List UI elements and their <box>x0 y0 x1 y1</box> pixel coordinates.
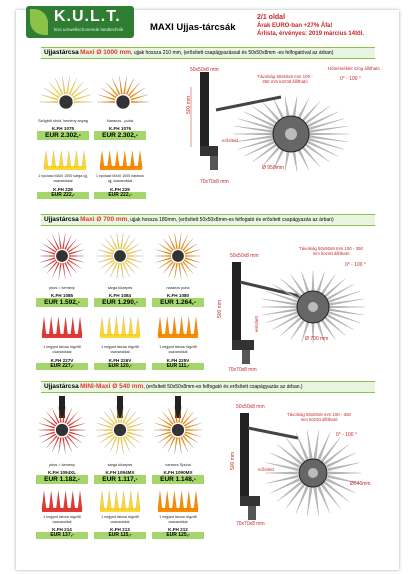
wheel-finger <box>112 78 120 94</box>
finger-segment-icon-yellow <box>42 150 88 172</box>
base-size-label: 70x70x8 mm <box>236 521 265 527</box>
wheel-finger <box>233 133 273 135</box>
wheel-finger <box>62 233 65 249</box>
wheel-finger <box>97 101 115 102</box>
wheel-finger <box>317 485 330 513</box>
segment-finger <box>71 491 75 509</box>
segment-base <box>100 166 142 170</box>
wheel-finger <box>52 262 59 277</box>
wheel-finger <box>309 133 349 135</box>
segment-finger <box>44 151 48 167</box>
wheel-finger <box>97 255 113 256</box>
wheel-finger <box>69 255 85 256</box>
segment-finger <box>67 151 71 167</box>
wheel-finger <box>178 437 181 453</box>
wheel-finger <box>175 437 178 453</box>
segment-finger <box>136 317 140 335</box>
mount-size-label: 50x50x8 mm <box>190 67 219 73</box>
product-card: narancs Spuha K.FH 1090MX EUR 1.148,- <box>152 463 204 484</box>
segment-finger <box>107 491 111 509</box>
wheel-finger <box>69 78 77 94</box>
wheel-finger <box>38 429 54 430</box>
wheel-finger <box>122 262 129 277</box>
segment-finger <box>114 317 118 335</box>
wheel-finger <box>62 263 65 279</box>
segment-finger <box>187 491 191 509</box>
wheel-finger <box>328 472 361 474</box>
segment-finger <box>194 491 198 509</box>
segment-finger <box>114 491 118 509</box>
arm-distance-label: Távolság 50x50x8 mm 100 - 350 mm között állítható <box>299 246 363 256</box>
product-card: piros = kemény K.FH 1085 EUR 1.592,- <box>36 286 88 307</box>
segment-finger <box>107 151 111 167</box>
wheel-hub <box>59 95 72 108</box>
segment-finger <box>187 317 191 335</box>
wheel-finger <box>131 101 149 102</box>
finger-segment-icon-yellow <box>98 490 142 514</box>
segment-finger <box>123 151 127 167</box>
wheel-finger <box>110 235 117 250</box>
wheel-finger <box>120 233 123 249</box>
segment-finger <box>74 151 78 167</box>
diameter-label: Ø 950mm <box>262 165 284 171</box>
segment-finger <box>71 317 75 335</box>
spare-card: 1 negyed tárcsa rögzítő csavarokkal K.FH 227V EUR 227,- <box>36 345 88 370</box>
spare-card: 1 negyed tárcsa rögzítő csavarokkal K.FH 212 EUR 125,- <box>152 515 204 539</box>
segment-finger <box>82 151 86 167</box>
wheel-finger <box>117 233 120 249</box>
product-card: sárga közepes K.FH 1094MX EUR 1.117,- <box>94 463 146 484</box>
mount-arm-icon <box>232 262 241 342</box>
finger-segment-icon-red <box>40 316 84 340</box>
wheel-finger <box>168 235 175 250</box>
wheel-finger <box>40 101 58 102</box>
logo-tagline: kiss umweltschonende landtechnik <box>54 27 124 32</box>
segment-finger <box>51 151 55 167</box>
wheel-finger <box>65 437 72 452</box>
segment-base <box>100 508 140 512</box>
segment-finger <box>56 317 60 335</box>
spare-card: 1 negyed tárcsa rögzítő csavarokkal K.FH 214 EUR 137,- <box>36 515 88 539</box>
finger-segment-icon-orange <box>156 490 200 514</box>
segment-finger <box>129 317 133 335</box>
logo-name: K.U.L.T. <box>54 8 121 25</box>
wheel-hub <box>116 95 129 108</box>
wheel-finger <box>106 82 118 96</box>
mount-size-label: 50x50x8 mm <box>230 253 259 259</box>
section-header-1000: Ujjastárcsa Maxi Ø 1000 mm, ujjak hossza 210 mm, (erősített csapágyazással és 50x50x8mm -es felfogatóval az árban) <box>41 47 375 59</box>
angle-adjust-label: Hőmérséklet szög állítható <box>328 66 380 71</box>
product-card: Szögből rövid, kemény anyag K.FH 1075 EUR 2.302,- <box>38 119 88 139</box>
segment-finger <box>59 151 63 167</box>
segment-finger <box>136 491 140 509</box>
wheel-finger <box>126 78 134 94</box>
reinforced-label: erősített <box>222 138 238 143</box>
segment-finger <box>179 317 183 335</box>
segment-finger <box>78 491 82 509</box>
wheel-finger <box>39 255 55 256</box>
product-card: Narancs - puha K.FH 1076 EUR 2.302,- <box>94 119 146 140</box>
wheel-finger <box>110 408 117 423</box>
segment-finger <box>165 491 169 509</box>
wheel-hub <box>114 424 126 436</box>
wheel-finger <box>175 233 178 249</box>
segment-finger <box>179 491 183 509</box>
base-size-label: 70x70x8 mm <box>228 367 257 373</box>
segment-base <box>158 508 198 512</box>
wheel-icon-yellow-540 <box>92 396 150 456</box>
company-logo <box>26 6 134 38</box>
segment-finger <box>130 151 134 167</box>
wheel-icon-red-700 <box>34 230 90 282</box>
angle-range-label: 0° - 100 ° <box>345 262 366 268</box>
wheel-finger <box>313 430 318 459</box>
valid-from: Árlista, érvényes: 2019 március 14től. <box>257 31 365 37</box>
segment-finger <box>63 491 67 509</box>
mount-size-label: 50x50x8 mm <box>236 404 265 410</box>
finger-segment-icon-orange <box>156 316 200 340</box>
wheel-finger <box>119 76 122 94</box>
section-header-540: Ujjastárcsa MINI-Maxi Ø 540 mm, (erősített 50x50x8mm-es felfogató és erősített csapágyazás az árban.) <box>41 381 375 393</box>
wheel-finger <box>128 429 144 430</box>
segment-base <box>42 334 82 338</box>
product-card: sárga közepes K.FH 1084 EUR 1.290,- <box>94 286 146 307</box>
wheel-finger <box>123 437 130 452</box>
wheel-finger <box>52 437 59 452</box>
wheel-finger <box>175 263 178 279</box>
wheel-finger <box>154 429 170 430</box>
wheel-hub <box>172 424 184 436</box>
height-label: 500 mm <box>186 95 192 114</box>
segment-finger <box>107 317 111 335</box>
wheel-finger <box>178 233 181 249</box>
arm-distance-label: Távolság 50x50x8 mm 100 - 350 mm között állítható <box>257 74 313 84</box>
wheel-finger <box>123 76 126 94</box>
spare-card: 1 nyolcad MAXI 1000 narancs ujj, csavarokkal K.FH 229 EUR 222,- <box>94 174 146 199</box>
segment-finger <box>100 491 104 509</box>
wheel-finger <box>110 437 117 452</box>
angle-range-label: 0° - 100 ° <box>340 76 361 82</box>
price-note: Árak EURO-ban +27% Áfa! <box>257 23 333 29</box>
wheel-icon-yellow-1000 <box>36 62 96 118</box>
wheel-finger <box>181 408 188 423</box>
wheel-finger <box>71 82 83 96</box>
wheel-finger <box>59 437 62 453</box>
mount-arm-icon <box>240 413 249 498</box>
wheel-finger <box>181 437 188 452</box>
spare-card: 1 nyolcad MAXI 1000 sárga ujj, csavarokkal K.FH 228 EUR 222,- <box>38 174 88 199</box>
wheel-icon-orange-540 <box>150 396 208 456</box>
wheel-icon-yellow-700 <box>92 230 148 282</box>
wheel-finger <box>155 255 171 256</box>
wheel-icon-red-540 <box>34 396 92 456</box>
arm-distance-label: Távolság 50x50x8 mm 100 - 350 mm között állítható <box>287 412 351 422</box>
wheel-finger <box>123 408 130 423</box>
finger-segment-icon-orange <box>98 150 144 172</box>
segment-finger <box>115 151 119 167</box>
wheel-finger <box>117 437 120 453</box>
wheel-finger <box>261 306 296 308</box>
wheel-finger <box>120 437 123 453</box>
segment-finger <box>42 317 46 335</box>
wheel-finger <box>64 235 71 250</box>
wheel-finger <box>178 263 181 279</box>
wheel-finger <box>110 262 117 277</box>
product-card: narancs puha K.FH 1080 EUR 1.264,- <box>152 286 204 307</box>
wheel-finger <box>64 262 71 277</box>
wheel-hub <box>114 250 126 262</box>
height-label: 500 mm <box>217 299 223 318</box>
wheel-finger <box>49 82 61 96</box>
product-card: piros = kemény K.FH 1094XL EUR 1.182,- <box>36 463 88 484</box>
finger-segment-icon-red <box>40 490 84 514</box>
height-label: 500 mm <box>230 451 236 470</box>
wheel-finger <box>265 472 298 474</box>
wheel-hub <box>56 250 68 262</box>
segment-finger <box>194 317 198 335</box>
segment-finger <box>158 317 162 335</box>
segment-finger <box>49 491 53 509</box>
segment-finger <box>121 317 125 335</box>
wheel-finger <box>186 429 202 430</box>
leaf-icon <box>30 9 48 35</box>
segment-base <box>158 334 198 338</box>
wheel-finger <box>55 78 63 94</box>
wheel-finger <box>296 485 309 513</box>
wheel-finger <box>168 408 175 423</box>
base-size-label: 70x70x8 mm <box>200 179 229 185</box>
wheel-finger <box>117 263 120 279</box>
wheel-finger <box>307 487 312 516</box>
wheel-finger <box>180 262 187 277</box>
segment-finger <box>129 491 133 509</box>
segment-finger <box>78 317 82 335</box>
wheel-hub <box>172 250 184 262</box>
wheel-hub <box>56 424 68 436</box>
segment-finger <box>42 491 46 509</box>
segment-finger <box>100 151 104 167</box>
page-number: 2/1 oldal <box>257 14 286 21</box>
wheel-finger <box>128 82 140 96</box>
wheel-finger <box>52 408 59 423</box>
wheel-finger <box>296 433 309 461</box>
segment-finger <box>56 491 60 509</box>
segment-finger <box>172 491 176 509</box>
wheel-finger <box>180 235 187 250</box>
segment-finger <box>172 317 176 335</box>
wheel-icon-orange-1000 <box>93 62 153 118</box>
reinforced-label: erősített <box>258 467 274 472</box>
wheel-finger <box>127 255 143 256</box>
wheel-finger <box>62 76 65 94</box>
wheel-finger <box>70 429 86 430</box>
wheel-finger <box>313 487 318 516</box>
segment-base <box>42 508 82 512</box>
segment-finger <box>63 317 67 335</box>
document-title: MAXI Ujjas-tárcsák <box>150 22 236 33</box>
wheel-finger <box>317 433 330 461</box>
wheel-finger <box>74 101 92 102</box>
diameter-label: Ø540mm <box>350 481 371 487</box>
wheel-finger <box>96 429 112 430</box>
segment-finger <box>100 317 104 335</box>
segment-finger <box>165 317 169 335</box>
reinforced-label: erősített <box>254 316 259 332</box>
wheel-finger <box>62 437 65 453</box>
wheel-finger <box>59 263 62 279</box>
segment-finger <box>49 317 53 335</box>
mount-arm-icon <box>200 72 209 147</box>
segment-base <box>44 166 86 170</box>
wheel-finger <box>52 235 59 250</box>
section-header-700: Ujjastárcsa Maxi Ø 700 mm, ujjak hossza 180mm, (erősített 50x50x8mm-es felfogató és erősített csapágyazás az árban) <box>41 214 375 226</box>
wheel-finger <box>330 306 365 308</box>
diameter-label: Ø 700 mm <box>305 336 329 342</box>
wheel-finger <box>59 233 62 249</box>
wheel-finger <box>185 255 201 256</box>
wheel-finger <box>168 437 175 452</box>
wheel-finger <box>66 76 69 94</box>
spare-card: 1 negyed tárcsa rögzítő csavarokkal K.FH 226V EUR 120,- <box>94 345 146 370</box>
wheel-finger <box>65 408 72 423</box>
finger-segment-icon-yellow <box>98 316 142 340</box>
spare-card: 1 negyed tárcsa rögzítő csavarokkal K.FH 225V EUR 111,- <box>152 345 204 370</box>
angle-range-label: 0° - 100 ° <box>336 432 357 438</box>
segment-finger <box>158 491 162 509</box>
wheel-icon-orange-700 <box>150 230 206 282</box>
segment-base <box>100 334 140 338</box>
wheel-finger <box>307 430 312 459</box>
wheel-finger <box>168 262 175 277</box>
wheel-finger <box>120 263 123 279</box>
spare-card: 1 negyed tárcsa rögzítő csavarokkal K.FH 213 EUR 115,- <box>94 515 146 539</box>
segment-finger <box>121 491 125 509</box>
wheel-finger <box>122 235 129 250</box>
segment-finger <box>138 151 142 167</box>
